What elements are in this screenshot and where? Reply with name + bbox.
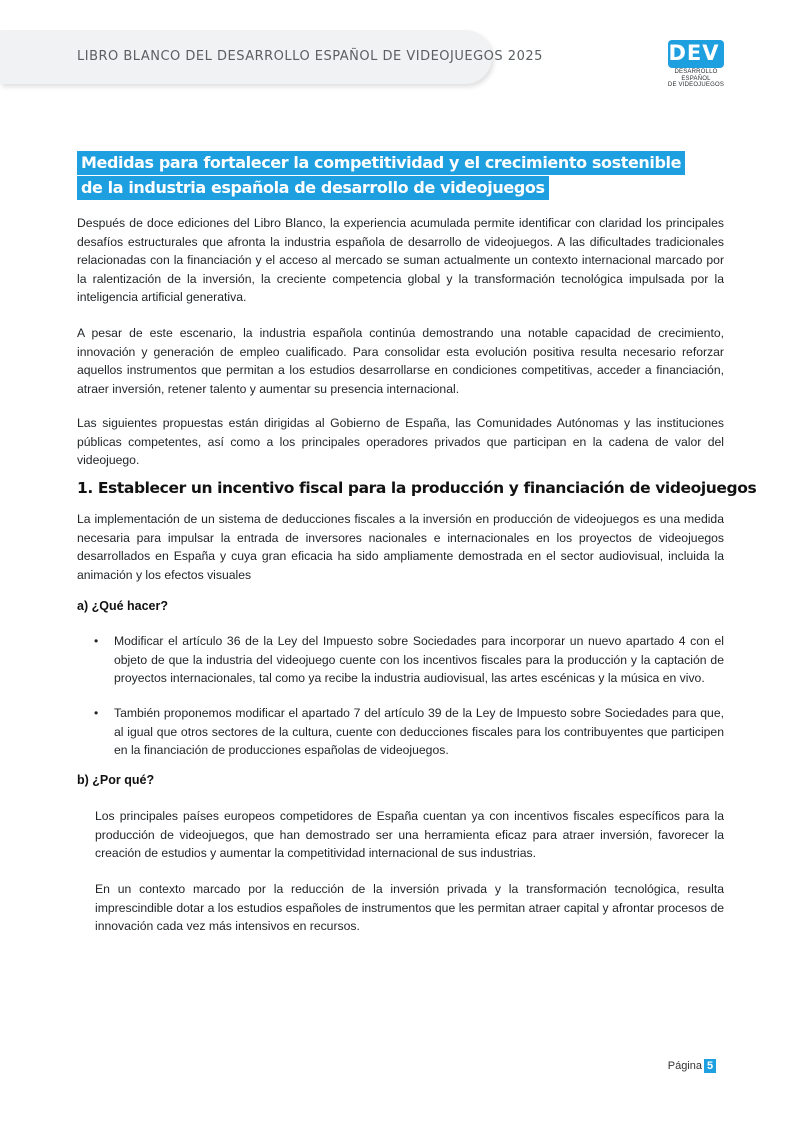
intro-paragraph-2: A pesar de este escenario, la industria española continúa demostrando una notable capacidad de crecimiento, innovación y generación de empleo cualificado. Para consolidar esta evolución positiva resulta necesario reforzar aquellos instrumentos que permitan a los estudios desarrollarse en condiciones competitivas, acceder a financiación, atraer inversión, retener talento y aumentar su presencia internacional. [77, 326, 724, 396]
intro-paragraph-3: Las siguientes propuestas están dirigidas al Gobierno de España, las Comunidades Autónomas y las instituciones públicas competentes, así como a los principales operadores privados que participan en la cadena de valor del videojuego. [77, 416, 724, 467]
logo-subtitle [666, 69, 726, 89]
page-title [77, 150, 685, 200]
page-footer [660, 1059, 716, 1075]
bullet-dot: • [94, 706, 99, 720]
section-intro-paragraph: La implementación de un sistema de deducciones fiscales a la inversión en producción de videojuegos es una medida necesaria para impulsar la entrada de inversores nacionales e internacionales en los proyectos de videojuegos desarrollados en España y cuya gran eficacia ha sido ampliamente demostrada en el sector audiovisual, incluida la animación y los efectos visuales [77, 512, 724, 582]
document-header-title: LIBRO BLANCO DEL DESARROLLO ESPAÑOL DE VIDEOJUEGOS 2025 [77, 49, 543, 64]
bullet-dot: • [94, 634, 99, 648]
page-title-line-1: Medidas para fortalecer la competitividad y el crecimiento sostenible [77, 151, 685, 175]
logo-subtitle-line-1: DESARROLLO ESPAÑOL [674, 69, 718, 82]
what-to-do-heading: a) ¿Qué hacer? [77, 599, 168, 613]
page-number-badge: 5 [704, 1059, 716, 1073]
logo-subtitle-line-2: DE VIDEOJUEGOS [667, 82, 725, 88]
why-paragraph-1: Los principales países europeos competidores de España cuentan ya con incentivos fiscales específicos para la producción de videojuegos, que han demostrado ser una herramienta eficaz para atraer inversión, favorecer la creación de estudios y aumentar la competitividad internacional de sus industrias. [95, 809, 724, 860]
logo-mark: DEV [668, 41, 720, 65]
dev-logo [666, 40, 726, 88]
why-heading: b) ¿Por qué? [77, 773, 155, 787]
bullet-text: También proponemos modificar el apartado 7 del artículo 39 de la Ley de Impuesto sobre Sociedades para que, al igual que otros sectores de la cultura, cuente con deducciones fiscales para los contribuyentes que participen en la financiación de producciones españolas de videojuegos. [114, 706, 724, 757]
page-title-line-2: de la industria española de desarrollo de videojuegos [77, 176, 549, 200]
section-heading: 1. Establecer un incentivo fiscal para la producción y financiación de videojuegos [77, 479, 757, 497]
bullet-text: Modificar el artículo 36 de la Ley del Impuesto sobre Sociedades para incorporar un nuevo apartado 4 con el objeto de que la industria del videojuego cuente con los incentivos fiscales para la producción y la captación de proyectos internacionales, tal como ya recibe la industria audiovisual, las artes escénicas y la música en vivo. [114, 634, 724, 685]
intro-paragraph-1: Después de doce ediciones del Libro Blanco, la experiencia acumulada permite identificar con claridad los principales desafíos estructurales que afronta la industria española de desarrollo de videojuegos. A las dificultades tradicionales relacionadas con la financiación y el acceso al mercado se suman actualmente un contexto internacional marcado por la ralentización de la inversión, la creciente competencia global y la transformación tecnológica impulsada por la inteligencia artificial generativa. [77, 216, 724, 304]
why-paragraph-2: En un contexto marcado por la reducción de la inversión privada y la transformación tecnológica, resulta imprescindible dotar a los estudios españoles de instrumentos que les permitan atraer capital y afrontar procesos de innovación cada vez más intensivos en recursos. [95, 882, 724, 933]
page-label: Página [667, 1060, 702, 1072]
